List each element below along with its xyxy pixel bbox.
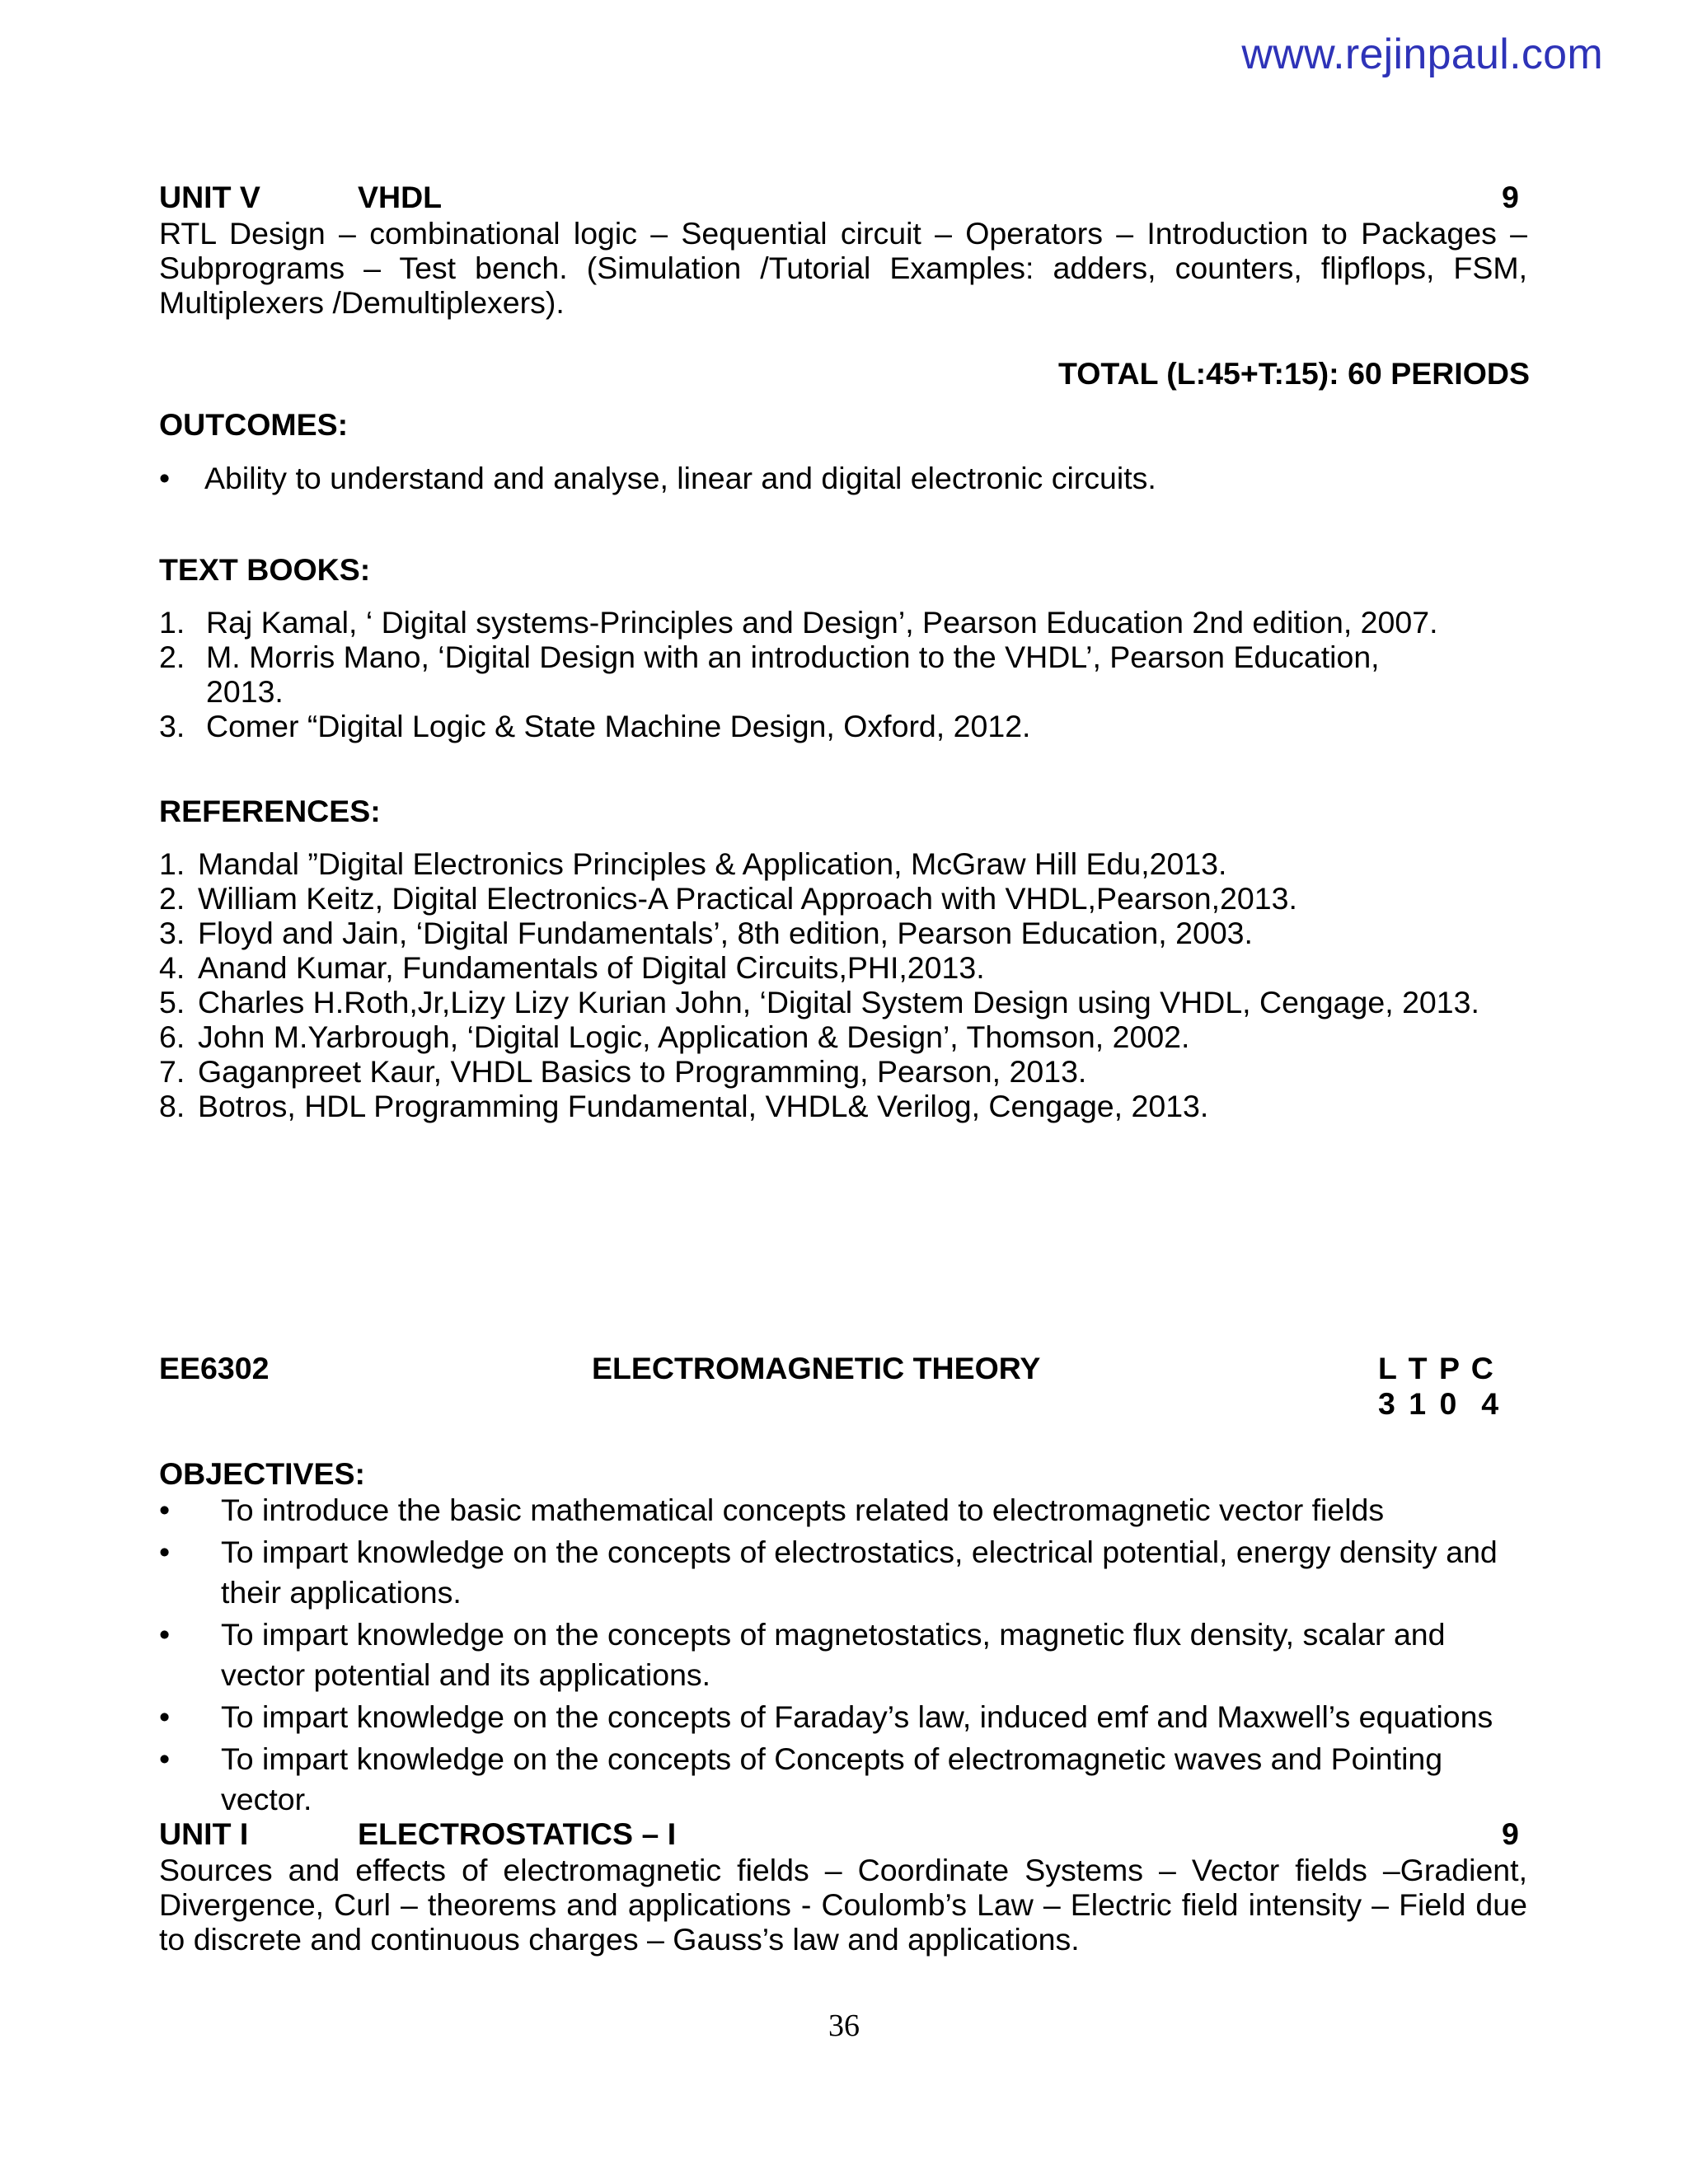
item-text: Mandal ”Digital Electronics Principles & Application, McGraw Hill Edu,2013. bbox=[198, 846, 1227, 881]
item-number: 3. bbox=[159, 916, 185, 950]
list-item bbox=[159, 881, 1544, 916]
list-item bbox=[159, 1019, 1544, 1054]
list-item bbox=[159, 916, 1544, 950]
course-title: ELECTROMAGNETIC THEORY bbox=[592, 1351, 1041, 1385]
bullet-icon: • bbox=[159, 1493, 171, 1527]
list-item bbox=[159, 1054, 1544, 1089]
list-item bbox=[159, 1697, 1536, 1737]
list-item bbox=[159, 458, 1527, 499]
outcome-text: Ability to understand and analyse, linear and digital electronic circuits. bbox=[204, 461, 1156, 495]
list-item bbox=[159, 846, 1544, 881]
item-number: 4. bbox=[159, 950, 185, 985]
bullet-icon: • bbox=[159, 1617, 171, 1652]
total-periods: TOTAL (L:45+T:15): 60 PERIODS bbox=[1057, 356, 1530, 391]
item-text: Botros, HDL Programming Fundamental, VHDL& Verilog, Cengage, 2013. bbox=[198, 1089, 1209, 1123]
item-number: 2. bbox=[159, 640, 185, 674]
list-item bbox=[159, 640, 1527, 709]
item-text: John M.Yarbrough, ‘Digital Logic, Application & Design’, Thomson, 2002. bbox=[198, 1019, 1190, 1054]
item-text: Gaganpreet Kaur, VHDL Basics to Programming, Pearson, 2013. bbox=[198, 1054, 1087, 1089]
item-number: 1. bbox=[159, 846, 185, 881]
list-item bbox=[159, 709, 1527, 743]
course-code: EE6302 bbox=[159, 1351, 270, 1385]
item-number: 8. bbox=[159, 1089, 185, 1123]
page-number: 36 bbox=[828, 2008, 860, 2043]
item-text-continued: 2013. bbox=[206, 674, 284, 709]
item-text: Raj Kamal, ‘ Digital systems-Principles and Design’, Pearson Education 2nd edition, 2007. bbox=[206, 605, 1438, 640]
bullet-icon: • bbox=[159, 1699, 171, 1734]
bullet-icon: • bbox=[159, 1741, 171, 1776]
list-item bbox=[159, 1490, 1536, 1530]
item-text: Floyd and Jain, ‘Digital Fundamentals’, 8th edition, Pearson Education, 2003. bbox=[198, 916, 1253, 950]
bullet-icon: • bbox=[159, 461, 171, 495]
objective-text: To impart knowledge on the concepts of Concepts of electromagnetic waves and Pointing vector. bbox=[221, 1741, 1443, 1816]
list-item bbox=[159, 1089, 1544, 1123]
ltpc-label: L T P C bbox=[1378, 1351, 1495, 1385]
list-item bbox=[159, 1615, 1536, 1695]
unit5-body: RTL Design – combinational logic – Sequential circuit – Operators – Introduction to Packages – Subprograms – Test bench. (Simulation /Tutorial Examples: adders, counters, flipflops, FSM, Multiplexers /Demultiplexers). bbox=[159, 216, 1527, 320]
objective-text: To impart knowledge on the concepts of Faraday’s law, induced emf and Maxwell’s equations bbox=[221, 1699, 1493, 1734]
objective-text: To impart knowledge on the concepts of magnetostatics, magnetic flux density, scalar and vector potential and its applications. bbox=[221, 1617, 1446, 1692]
unit5-label: UNIT V bbox=[159, 180, 260, 214]
outcomes-heading: OUTCOMES: bbox=[159, 407, 349, 442]
item-number: 3. bbox=[159, 709, 185, 743]
item-text: Comer “Digital Logic & State Machine Design, Oxford, 2012. bbox=[206, 709, 1031, 743]
unit1-body: Sources and effects of electromagnetic fields – Coordinate Systems – Vector fields –Gradient, Divergence, Curl – theorems and applications - Coulomb’s Law – Electric field intensity – Field due to discrete and continuous charges – Gauss’s law and applications. bbox=[159, 1853, 1527, 1957]
item-text: William Keitz, Digital Electronics-A Practical Approach with VHDL,Pearson,2013. bbox=[198, 881, 1297, 916]
unit5-hours: 9 bbox=[1502, 180, 1519, 214]
list-item bbox=[159, 950, 1544, 985]
objectives-heading: OBJECTIVES: bbox=[159, 1456, 366, 1491]
outcomes-list bbox=[159, 458, 1527, 500]
unit5-title: VHDL bbox=[358, 180, 443, 214]
item-number: 5. bbox=[159, 985, 185, 1019]
list-item bbox=[159, 985, 1544, 1019]
unit1-title: ELECTROSTATICS – I bbox=[358, 1816, 677, 1851]
textbooks-list bbox=[159, 605, 1527, 743]
item-number: 7. bbox=[159, 1054, 185, 1089]
textbooks-heading: TEXT BOOKS: bbox=[159, 552, 371, 587]
list-item bbox=[159, 605, 1527, 640]
item-text: Anand Kumar, Fundamentals of Digital Circuits,PHI,2013. bbox=[198, 950, 985, 985]
item-number: 1. bbox=[159, 605, 185, 640]
list-item bbox=[159, 1739, 1536, 1820]
ltpc-values: 3 1 0 4 bbox=[1378, 1386, 1502, 1421]
item-text: M. Morris Mano, ‘Digital Design with an introduction to the VHDL’, Pearson Education, bbox=[206, 640, 1380, 674]
references-list bbox=[159, 846, 1544, 1123]
watermark-link[interactable]: www.rejinpaul.com bbox=[1241, 30, 1603, 78]
objective-text: To impart knowledge on the concepts of electrostatics, electrical potential, energy density and their applications. bbox=[221, 1535, 1498, 1610]
item-number: 2. bbox=[159, 881, 185, 916]
references-heading: REFERENCES: bbox=[159, 794, 381, 828]
objective-text: To introduce the basic mathematical concepts related to electromagnetic vector fields bbox=[221, 1493, 1385, 1527]
unit1-label: UNIT I bbox=[159, 1816, 249, 1851]
objectives-list bbox=[159, 1490, 1536, 1821]
item-text: Charles H.Roth,Jr,Lizy Lizy Kurian John, ‘Digital System Design using VHDL, Cengage, 2013. bbox=[198, 985, 1479, 1019]
item-number: 6. bbox=[159, 1019, 185, 1054]
list-item bbox=[159, 1532, 1536, 1613]
unit1-hours: 9 bbox=[1502, 1816, 1519, 1851]
bullet-icon: • bbox=[159, 1535, 171, 1569]
